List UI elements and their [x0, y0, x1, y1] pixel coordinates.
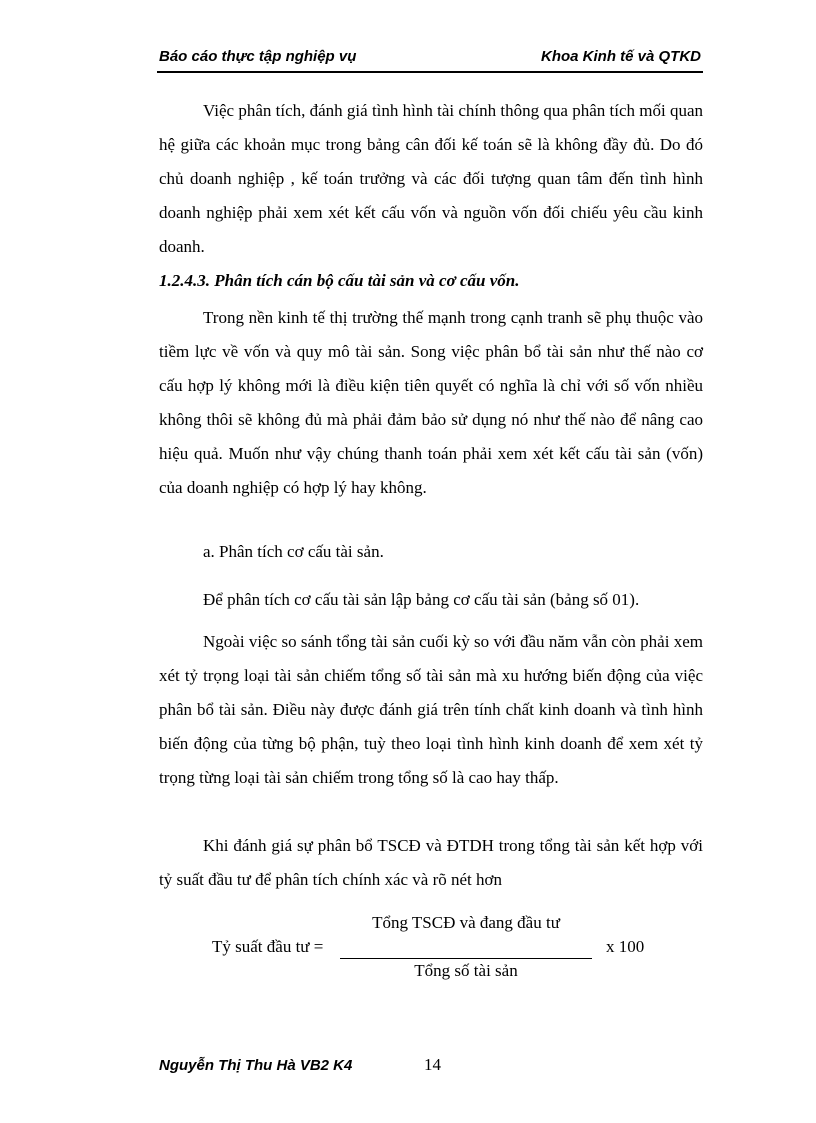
paragraph-table-reference: Để phân tích cơ cấu tài sản lập bảng cơ cấu tài sản (bảng số 01).	[203, 590, 640, 609]
fraction-bar	[340, 958, 592, 959]
formula-denominator: Tổng số tài sản	[414, 961, 518, 980]
header-rule	[157, 71, 703, 73]
page-number: 14	[424, 1055, 441, 1074]
subsection-item-a: a. Phân tích cơ cấu tài sản.	[203, 542, 384, 561]
footer-author: Nguyễn Thị Thu Hà VB2 K4	[159, 1057, 353, 1074]
formula-multiplier: x 100	[606, 937, 645, 956]
section-heading: 1.2.4.3. Phân tích cán bộ cấu tài sản và cơ cấu vốn.	[159, 271, 520, 290]
header-report-title: Báo cáo thực tập nghiệp vụ	[159, 48, 357, 65]
paragraph-analysis-intro: Việc phân tích, đánh giá tình hình tài chính thông qua phân tích mối quan hệ giữa các khoản mục trong bảng cân đối kế toán sẽ là không đầy đủ. Do đó chủ doanh nghiệp , kế toán trưởng và các đối tượng quan tâm đến tình hình doanh nghiệp phải xem xét kết cấu vốn và nguồn vốn đối chiếu yêu cầu kinh doanh.	[159, 101, 703, 256]
paragraph-asset-comparison: Ngoài việc so sánh tổng tài sản cuối kỳ so với đầu năm vẫn còn phải xem xét tỷ trọng loại tài sản chiếm tổng số tài sản mà xu hướng biến động của việc phân bổ tài sản. Điều này được đánh giá trên tính chất kinh doanh và tình hình biến động của từng bộ phận, tuỳ theo loại tình hình kinh doanh để xem xét tỷ trọng từng loại tài sản chiếm trong tổng số là cao hay thấp.	[159, 632, 703, 787]
header-faculty: Khoa Kinh tế và QTKD	[540, 48, 701, 65]
paragraph-investment-ratio: Khi đánh giá sự phân bổ TSCĐ và ĐTDH trong tổng tài sản kết hợp với tỷ suất đầu tư để phân tích chính xác và rõ nét hơn	[159, 836, 703, 889]
formula-numerator: Tổng TSCĐ và đang đầu tư	[372, 913, 560, 932]
formula-label: Tỷ suất đầu tư =	[212, 937, 324, 956]
paragraph-market-economy: Trong nền kinh tế thị trường thế mạnh trong cạnh tranh sẽ phụ thuộc vào tiềm lực về vốn và quy mô tài sản. Song việc phân bổ tài sản như thế nào cơ cấu hợp lý không mới là điều kiện tiên quyết có nghĩa là chỉ với số vốn nhiều không thôi sẽ không đủ mà phải đảm bảo sử dụng nó như thế nào để nâng cao hiệu quả. Muốn như vậy chúng thanh toán phải xem xét kết cấu tài sản (vốn) của doanh nghiệp có hợp lý hay không.	[159, 308, 703, 497]
page-header	[159, 48, 701, 70]
